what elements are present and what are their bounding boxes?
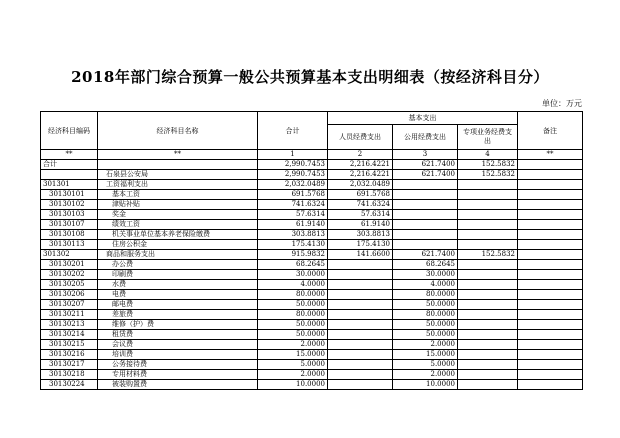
row-public	[393, 240, 458, 250]
table-row	[41, 310, 583, 320]
index-cell: 2	[328, 150, 393, 160]
row-personnel: 141.6600	[328, 250, 393, 260]
row-public	[393, 210, 458, 220]
row-name: 水费	[98, 280, 258, 290]
table-row	[41, 340, 583, 350]
row-note	[518, 210, 583, 220]
row-special: 152.5832	[458, 250, 518, 260]
row-note	[518, 320, 583, 330]
index-cell: **	[518, 150, 583, 160]
row-public: 2.0000	[393, 370, 458, 380]
row-personnel	[328, 340, 393, 350]
table-row	[41, 220, 583, 230]
index-cell: 4	[458, 150, 518, 160]
row-code: 30130202	[41, 270, 98, 280]
row-special	[458, 340, 518, 350]
row-personnel	[328, 270, 393, 280]
row-total: 61.9140	[258, 220, 328, 230]
table-row	[41, 260, 583, 270]
row-note	[518, 300, 583, 310]
row-note	[518, 330, 583, 340]
row-personnel: 57.6314	[328, 210, 393, 220]
row-code: 30130205	[41, 280, 98, 290]
row-special	[458, 320, 518, 330]
table-row	[41, 170, 583, 180]
row-total: 741.6324	[258, 200, 328, 210]
row-personnel	[328, 380, 393, 390]
row-special	[458, 300, 518, 310]
row-special	[458, 210, 518, 220]
row-note	[518, 170, 583, 180]
row-personnel	[328, 300, 393, 310]
row-name: 机关事业单位基本养老保险缴费	[98, 230, 258, 240]
row-total: 2,032.0489	[258, 180, 328, 190]
row-code: 30130207	[41, 300, 98, 310]
row-note	[518, 360, 583, 370]
row-total: 10.0000	[258, 380, 328, 390]
row-code: 30130108	[41, 230, 98, 240]
row-personnel: 303.8813	[328, 230, 393, 240]
row-personnel: 61.9140	[328, 220, 393, 230]
row-total: 50.0000	[258, 300, 328, 310]
row-name: 石泉县公安局	[98, 170, 258, 180]
row-personnel	[328, 320, 393, 330]
header-code: 经济科目编码	[41, 112, 98, 150]
row-personnel: 691.5768	[328, 190, 393, 200]
table-row	[41, 160, 583, 170]
row-special	[458, 370, 518, 380]
header-personnel: 人员经费支出	[328, 125, 393, 150]
table-row	[41, 370, 583, 380]
row-name: 培训费	[98, 350, 258, 360]
row-personnel	[328, 360, 393, 370]
row-total: 5.0000	[258, 360, 328, 370]
row-code: 30130201	[41, 260, 98, 270]
row-note	[518, 190, 583, 200]
row-public	[393, 180, 458, 190]
row-total: 175.4130	[258, 240, 328, 250]
row-public	[393, 190, 458, 200]
table-row	[41, 180, 583, 190]
row-total: 50.0000	[258, 330, 328, 340]
index-cell: **	[98, 150, 258, 160]
row-public: 80.0000	[393, 310, 458, 320]
row-personnel: 2,216.4221	[328, 170, 393, 180]
row-personnel	[328, 290, 393, 300]
row-public: 50.0000	[393, 320, 458, 330]
row-total: 2,990.7453	[258, 160, 328, 170]
table-row	[41, 350, 583, 360]
row-total: 915.9832	[258, 250, 328, 260]
header-special: 专项业务经费支出	[458, 125, 518, 150]
row-code: 30130214	[41, 330, 98, 340]
table-row	[41, 240, 583, 250]
row-public: 621.7400	[393, 250, 458, 260]
page-title: 2018年部门综合预算一般公共预算基本支出明细表（按经济科目分）	[71, 68, 549, 86]
row-public: 80.0000	[393, 290, 458, 300]
row-special	[458, 360, 518, 370]
row-note	[518, 370, 583, 380]
row-note	[518, 260, 583, 270]
unit-label: 单位：万元	[542, 99, 582, 108]
row-code: 30130206	[41, 290, 98, 300]
row-name: 公务接待费	[98, 360, 258, 370]
row-special	[458, 380, 518, 390]
row-note	[518, 290, 583, 300]
header-name: 经济科目名称	[98, 112, 258, 150]
row-personnel: 2,032.0489	[328, 180, 393, 190]
row-total: 691.5768	[258, 190, 328, 200]
row-code: 30130101	[41, 190, 98, 200]
row-code: 301302	[41, 250, 98, 260]
row-public: 621.7400	[393, 160, 458, 170]
row-total: 303.8813	[258, 230, 328, 240]
row-code: 30130113	[41, 240, 98, 250]
row-special	[458, 240, 518, 250]
header-public: 公用经费支出	[393, 125, 458, 150]
row-total: 2.0000	[258, 340, 328, 350]
row-special	[458, 260, 518, 270]
row-public: 68.2645	[393, 260, 458, 270]
row-public: 4.0000	[393, 280, 458, 290]
row-special	[458, 190, 518, 200]
header-basic: 基本支出	[328, 112, 518, 125]
table-row	[41, 210, 583, 220]
row-total: 30.0000	[258, 270, 328, 280]
table-row	[41, 230, 583, 240]
header-total: 合计	[258, 112, 328, 150]
row-total: 2,990.7453	[258, 170, 328, 180]
row-note	[518, 310, 583, 320]
table-row	[41, 330, 583, 340]
row-code: 30130218	[41, 370, 98, 380]
row-special: 152.5832	[458, 170, 518, 180]
row-public: 50.0000	[393, 330, 458, 340]
row-name: 租赁费	[98, 330, 258, 340]
row-special	[458, 330, 518, 340]
row-special	[458, 280, 518, 290]
row-note	[518, 220, 583, 230]
row-name: 奖金	[98, 210, 258, 220]
row-special	[458, 310, 518, 320]
table-row	[41, 380, 583, 390]
row-code: 合计	[41, 160, 98, 170]
row-note	[518, 180, 583, 190]
table-row	[41, 280, 583, 290]
row-personnel: 741.6324	[328, 200, 393, 210]
row-personnel: 175.4130	[328, 240, 393, 250]
table-row	[41, 300, 583, 310]
row-code: 30130217	[41, 360, 98, 370]
row-code: 30130224	[41, 380, 98, 390]
table-row	[41, 190, 583, 200]
table-row	[41, 360, 583, 370]
row-personnel	[328, 350, 393, 360]
row-personnel	[328, 370, 393, 380]
row-code: 30130215	[41, 340, 98, 350]
row-total: 4.0000	[258, 280, 328, 290]
row-note	[518, 200, 583, 210]
expenditure-table	[40, 111, 583, 390]
row-code: 30130216	[41, 350, 98, 360]
row-special: 152.5832	[458, 160, 518, 170]
index-row	[41, 150, 583, 160]
row-personnel	[328, 330, 393, 340]
row-special	[458, 180, 518, 190]
row-public	[393, 230, 458, 240]
row-total: 80.0000	[258, 290, 328, 300]
row-code: 30130213	[41, 320, 98, 330]
row-name: 专用材料费	[98, 370, 258, 380]
row-name: 差旅费	[98, 310, 258, 320]
row-public: 30.0000	[393, 270, 458, 280]
row-note	[518, 270, 583, 280]
index-cell: 1	[258, 150, 328, 160]
header-note: 备注	[518, 112, 583, 150]
row-public	[393, 200, 458, 210]
row-special	[458, 270, 518, 280]
row-personnel	[328, 280, 393, 290]
table-row	[41, 200, 583, 210]
table-row	[41, 290, 583, 300]
row-special	[458, 220, 518, 230]
row-special	[458, 230, 518, 240]
row-personnel	[328, 260, 393, 270]
row-name: 基本工资	[98, 190, 258, 200]
row-total: 2.0000	[258, 370, 328, 380]
index-cell: **	[41, 150, 98, 160]
row-code: 30130103	[41, 210, 98, 220]
row-special	[458, 290, 518, 300]
row-note	[518, 280, 583, 290]
row-code: 30130107	[41, 220, 98, 230]
row-name: 津贴补贴	[98, 200, 258, 210]
row-note	[518, 250, 583, 260]
table-row	[41, 250, 583, 260]
row-note	[518, 350, 583, 360]
row-name: 商品和服务支出	[98, 250, 258, 260]
row-note	[518, 240, 583, 250]
row-note	[518, 380, 583, 390]
row-name: 住房公积金	[98, 240, 258, 250]
table-row	[41, 320, 583, 330]
row-special	[458, 200, 518, 210]
row-name: 邮电费	[98, 300, 258, 310]
row-public: 2.0000	[393, 340, 458, 350]
row-special	[458, 350, 518, 360]
index-cell: 3	[393, 150, 458, 160]
row-name: 电费	[98, 290, 258, 300]
row-public: 50.0000	[393, 300, 458, 310]
table-row	[41, 270, 583, 280]
row-code: 301301	[41, 180, 98, 190]
row-public: 15.0000	[393, 350, 458, 360]
row-total: 68.2645	[258, 260, 328, 270]
row-name: 被装购置费	[98, 380, 258, 390]
row-code: 30130211	[41, 310, 98, 320]
row-public	[393, 220, 458, 230]
row-total: 80.0000	[258, 310, 328, 320]
header-row-1	[41, 112, 583, 125]
row-note	[518, 230, 583, 240]
row-name: 工资福利支出	[98, 180, 258, 190]
row-total: 57.6314	[258, 210, 328, 220]
row-name: 绩效工资	[98, 220, 258, 230]
row-name: 印刷费	[98, 270, 258, 280]
row-name: 办公费	[98, 260, 258, 270]
row-total: 15.0000	[258, 350, 328, 360]
row-code: 30130102	[41, 200, 98, 210]
row-code	[41, 170, 98, 180]
row-public: 621.7400	[393, 170, 458, 180]
row-note	[518, 340, 583, 350]
row-public: 10.0000	[393, 380, 458, 390]
table-body	[41, 160, 583, 390]
row-public: 5.0000	[393, 360, 458, 370]
row-name	[98, 160, 258, 170]
row-total: 50.0000	[258, 320, 328, 330]
row-personnel: 2,216.4221	[328, 160, 393, 170]
row-name: 维修（护）费	[98, 320, 258, 330]
row-personnel	[328, 310, 393, 320]
row-note	[518, 160, 583, 170]
row-name: 会议费	[98, 340, 258, 350]
